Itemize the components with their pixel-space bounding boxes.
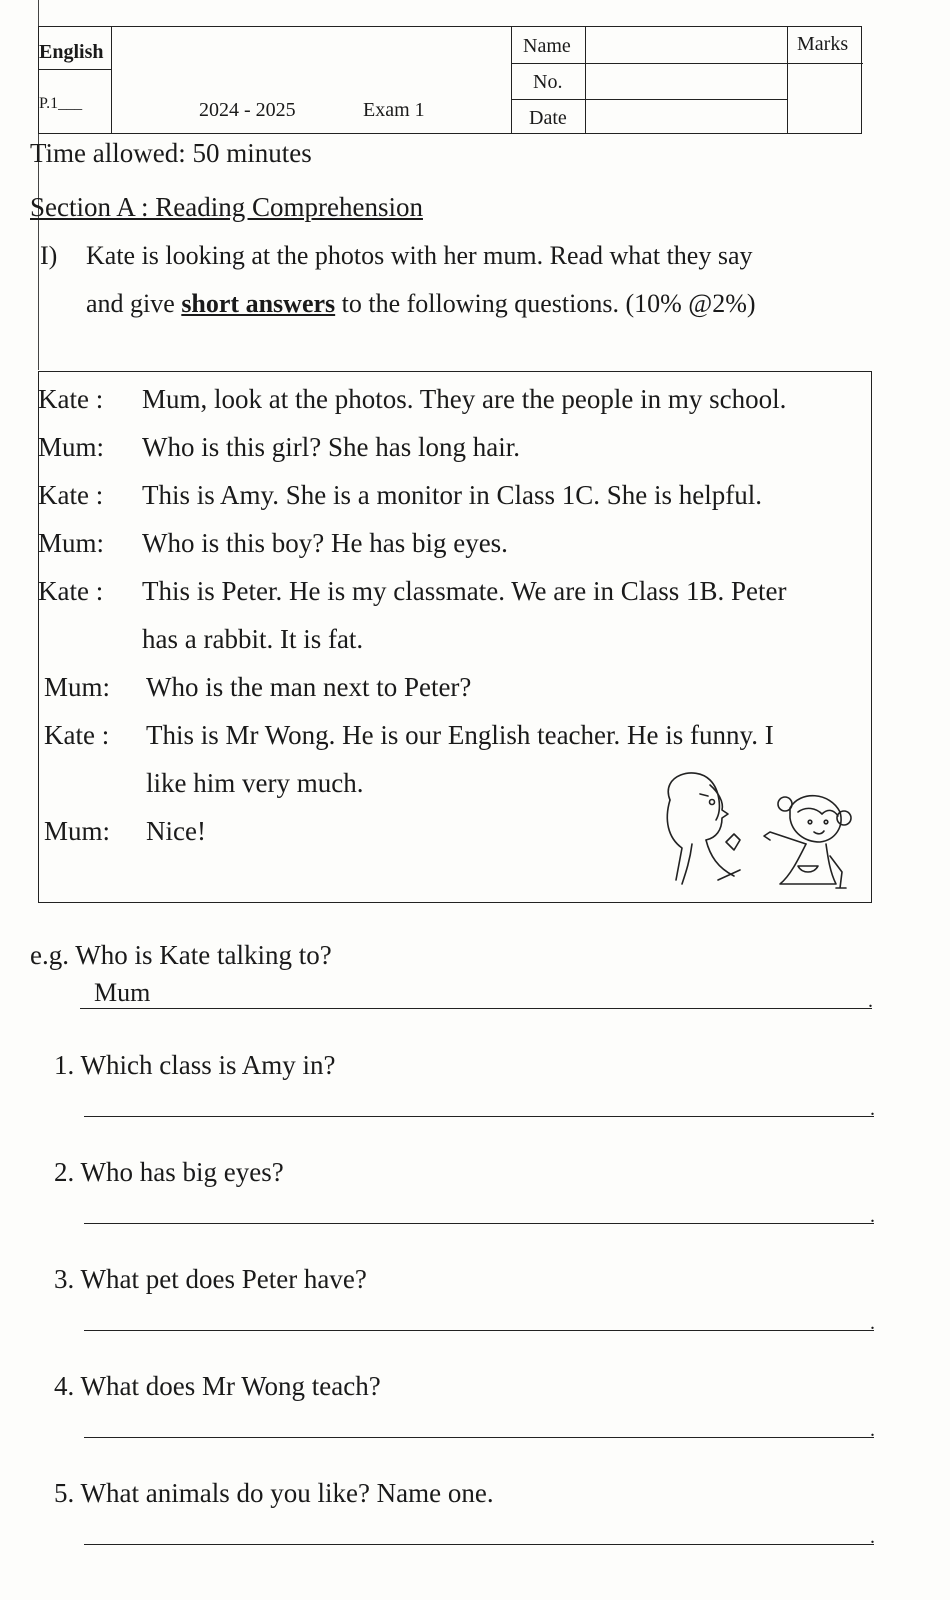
question-1: 1. Which class is Amy in? [54,1050,336,1080]
answer-line-1[interactable] [84,1116,874,1117]
dialogue-line: Mum, look at the photos. They are the people in my school. [142,384,787,414]
instruction-number: I) [40,241,58,270]
example-answer-line [80,1008,872,1009]
answer-line-5[interactable] [84,1544,874,1545]
dialogue-line: Who is the man next to Peter? [146,672,472,702]
header-divider [511,99,787,100]
level-label: P.1___ [39,95,83,112]
period: . [868,990,873,1012]
dialogue-line: Nice! [146,816,206,846]
instruction-line-2: and give short answers to the following questions. (10% @2%) [86,289,756,318]
answer-line-2[interactable] [84,1223,874,1224]
dialogue-speaker: Mum: [44,816,111,846]
period: . [870,1419,875,1441]
period: . [870,1205,875,1227]
dialogue-line: Who is this boy? He has big eyes. [142,528,508,558]
header-divider [585,27,586,133]
question-4: 4. What does Mr Wong teach? [54,1371,381,1401]
answer-line-4[interactable] [84,1437,874,1438]
girl-head-icon [790,796,841,842]
exam-header-table [38,26,862,134]
instruction-line-1: Kate is looking at the photos with her mum. Read what they say [86,241,753,270]
mum-hair-icon [668,773,719,820]
dialogue-line: This is Peter. He is my classmate. We are in Class 1B. Peter [142,576,787,606]
date-label: Date [529,107,567,129]
dialogue-line: like him very much. [146,768,364,798]
question-3: 3. What pet does Peter have? [54,1264,367,1294]
time-allowed: Time allowed: 50 minutes [30,138,312,168]
name-label: Name [523,35,571,57]
dialogue-speaker: Kate : [44,720,110,750]
example-question: e.g. Who is Kate talking to? [30,940,332,970]
header-divider [39,69,111,70]
answer-line-3[interactable] [84,1330,874,1331]
school-year: 2024 - 2025 [199,99,296,121]
period: . [870,1098,875,1120]
header-divider [787,27,788,133]
number-label: No. [533,71,563,93]
subject-label: English [39,41,104,63]
section-title: Section A : Reading Comprehension [30,192,423,222]
header-divider [111,27,112,133]
dialogue-line: Who is this girl? She has long hair. [142,432,520,462]
mum-hand-icon [726,834,740,850]
mum-hair-icon [667,800,682,880]
dialogue-speaker: Kate : [38,384,104,414]
example-answer: Mum [94,978,151,1007]
dialogue-line: has a rabbit. It is fat. [142,624,364,654]
header-divider [511,63,787,64]
header-divider [511,27,512,133]
exam-label: Exam 1 [363,99,425,121]
dialogue-line: This is Amy. She is a monitor in Class 1C. She is helpful. [142,480,763,510]
question-5: 5. What animals do you like? Name one. [54,1478,494,1508]
dialogue-speaker: Mum: [38,432,105,462]
girl-hair-bun-icon [837,811,851,825]
dialogue-speaker: Mum: [44,672,111,702]
dialogue-line: This is Mr Wong. He is our English teacher. He is funny. I [146,720,774,750]
mum-and-girl-illustration [630,760,860,900]
marks-label: Marks [797,33,849,55]
dialogue-speaker: Mum: [38,528,105,558]
header-divider [787,63,863,64]
dialogue-speaker: Kate : [38,480,104,510]
question-2: 2. Who has big eyes? [54,1157,284,1187]
period: . [870,1312,875,1334]
dialogue-speaker: Kate : [38,576,104,606]
period: . [870,1526,875,1548]
